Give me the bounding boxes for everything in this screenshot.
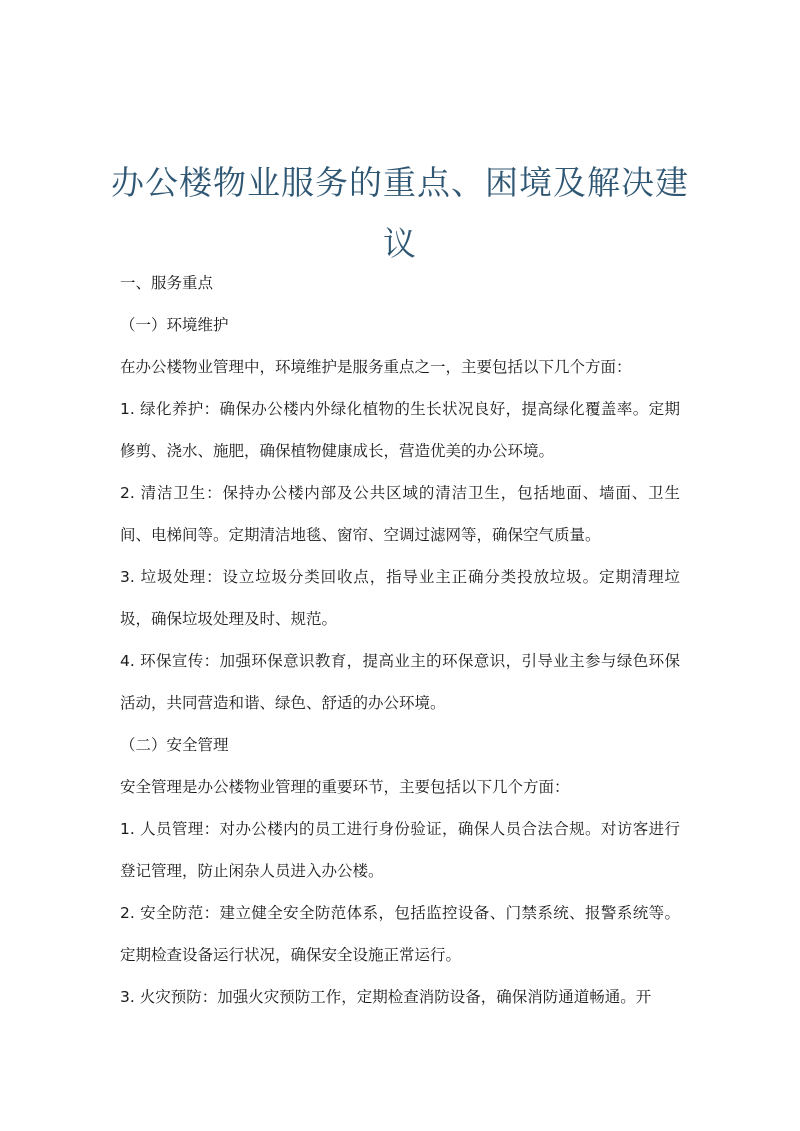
list-item: 1. 人员管理：对办公楼内的员工进行身份验证，确保人员合法合规。对访客进行登记管理，防止闲杂人员进入办公楼。 bbox=[120, 820, 680, 880]
list-item: 2. 安全防范：建立健全安全防范体系，包括监控设备、门禁系统、报警系统等。定期检查设备运行状况，确保安全设施正常运行。 bbox=[120, 904, 680, 964]
section-heading: 一、服务重点 bbox=[120, 274, 214, 292]
page-title: 办公楼物业服务的重点、困境及解决建议 bbox=[111, 163, 689, 264]
list-item: 2. 清洁卫生：保持办公楼内部及公共区域的清洁卫生，包括地面、墙面、卫生间、电梯间等。定期清洁地毯、窗帘、空调过滤网等，确保空气质量。 bbox=[120, 484, 680, 544]
subsection-heading: （一）环境维护 bbox=[120, 316, 229, 334]
list-item: 3. 垃圾处理：设立垃圾分类回收点，指导业主正确分类投放垃圾。定期清理垃圾，确保垃圾处理及时、规范。 bbox=[120, 568, 680, 628]
subsection-heading: （二）安全管理 bbox=[120, 736, 229, 754]
paragraph: 安全管理是办公楼物业管理的重要环节，主要包括以下几个方面： bbox=[120, 778, 570, 796]
list-item: 1. 绿化养护：确保办公楼内外绿化植物的生长状况良好，提高绿化覆盖率。定期修剪、浇水、施肥，确保植物健康成长，营造优美的办公环境。 bbox=[120, 400, 680, 460]
document-body bbox=[120, 262, 680, 1018]
paragraph: 在办公楼物业管理中，环境维护是服务重点之一，主要包括以下几个方面： bbox=[120, 358, 632, 376]
list-item: 4. 环保宣传：加强环保意识教育，提高业主的环保意识，引导业主参与绿色环保活动，共同营造和谐、绿色、舒适的办公环境。 bbox=[120, 652, 680, 712]
list-item: 3. 火灾预防：加强火灾预防工作，定期检查消防设备，确保消防通道畅通。开 bbox=[120, 988, 652, 1006]
